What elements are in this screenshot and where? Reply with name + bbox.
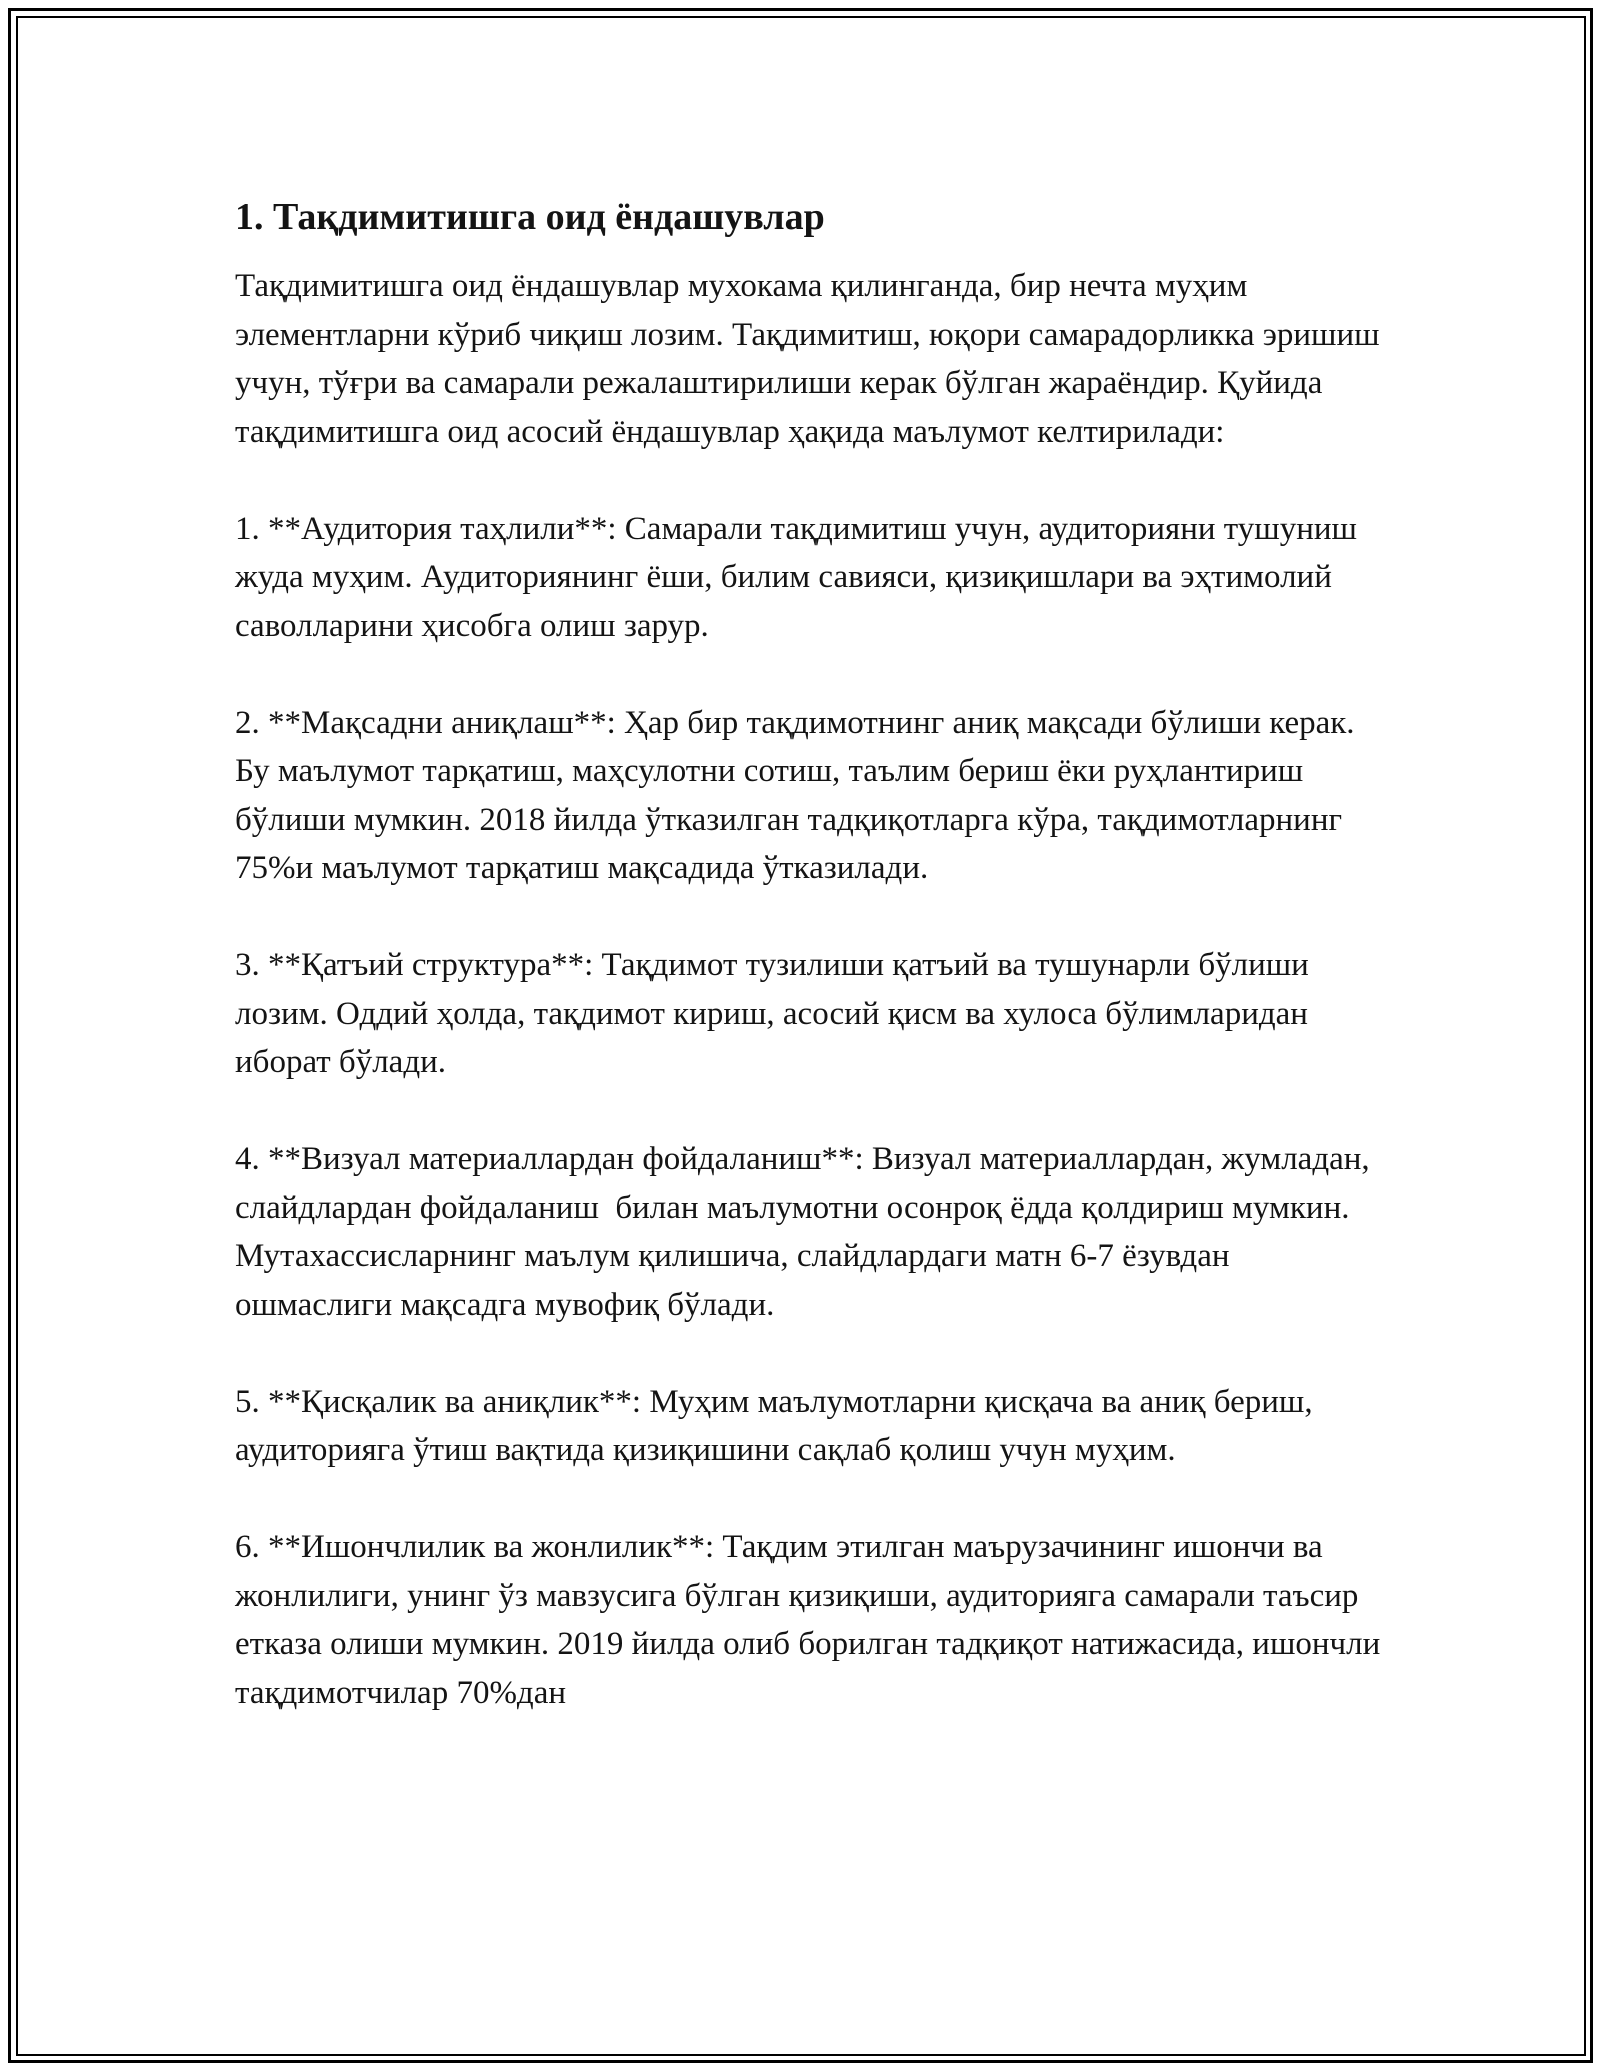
list-item-visual-materials: 4. **Визуал материаллардан фойдаланиш**: Визуал материаллардан, жумладан, слайдлардан фойдаланиш билан маълумотни осонроқ ёдда қолдириш мумкин. Мутахассисларнинг маълум қилишича, слайдлардаги матн 6-7 ёзувдан ошмаслиги мақсадга мувофиқ бўлади. bbox=[235, 1141, 1378, 1323]
list-item-confidence-liveliness: 6. **Ишончлилик ва жонлилик**: Тақдим этилган маърузачининг ишончи ва жонлилиги, унинг ўз мавзусига бўлган қизиқиши, аудиторияга самарали таъсир етказа олиши мумкин. 2019 йилда олиб борилган тадқиқот натижасида, ишончли тақдимотчилар 70%дан bbox=[235, 1529, 1389, 1711]
list-item-audience-analysis: 1. **Аудитория таҳлили**: Самарали тақдимитиш учун, аудиторияни тушуниш жуда муҳим. Аудиториянинг ёши, билим савияси, қизиқишлари ва эҳтимолий саволларини ҳисобга олиш зарур. bbox=[235, 510, 1366, 644]
intro-paragraph: Тақдимитишга оид ёндашувлар мухокама қилинганда, бир нечта муҳим элементларни кўриб чиқиш лозим. Тақдимитиш, юқори самарадорликка эришиш учун, тўғри ва самарали режалаштирилиши керак бўлган жараёндир. Қуйида тақдимитишга оид асосий ёндашувлар ҳақида маълумот келтирилади: bbox=[235, 268, 1388, 450]
list-item-brevity-clarity: 5. **Қисқалик ва аниқлик**: Муҳим маълумотларни қисқача ва аниқ бериш, аудиторияга ўтиш вақтида қизиқишини сақлаб қолиш учун муҳим. bbox=[235, 1383, 1321, 1468]
document-body bbox=[235, 189, 1389, 1717]
list-item-strict-structure: 3. **Қатъий структура**: Тақдимот тузилиши қатъий ва тушунарли бўлиши лозим. Оддий ҳолда, тақдимот кириш, асосий қисм ва хулоса бўлимларидан иборат бўлади. bbox=[235, 947, 1318, 1080]
list-item-goal-definition: 2. **Мақсадни аниқлаш**: Ҳар бир тақдимотнинг аниқ мақсади бўлиши керак. Бу маълумот тарқатиш, маҳсулотни сотиш, таълим бериш ёки руҳлантириш бўлиши мумкин. 2018 йилда ўтказилган тадқиқотларга кўра, тақдимотларнинг 75%и маълумот тарқатиш мақсадида ўтказилади. bbox=[235, 704, 1363, 886]
document-title: 1. Тақдимитишга оид ёндашувлар bbox=[235, 196, 825, 238]
